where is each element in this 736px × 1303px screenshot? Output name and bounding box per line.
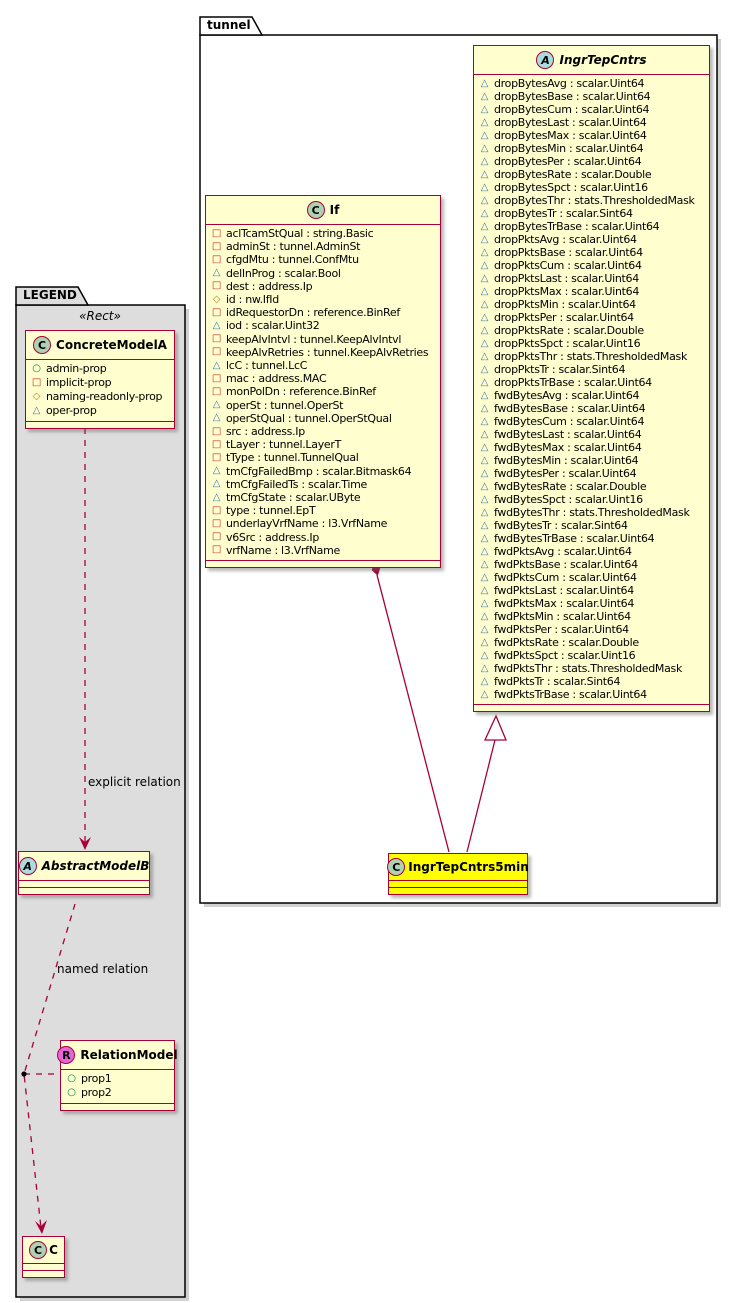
attribute-row — [211, 280, 436, 293]
attribute-row — [479, 545, 705, 558]
square-prop-icon: □ — [211, 227, 222, 239]
attribute-text: fwdBytesBase : scalar.Uint64 — [494, 402, 646, 415]
attribute-row — [211, 240, 436, 253]
square-prop-icon: □ — [211, 372, 222, 384]
attribute-row — [479, 649, 705, 662]
attribute-text: fwdPktsCum : scalar.Uint64 — [494, 571, 637, 584]
square-prop-icon: □ — [211, 452, 222, 464]
triangle-prop-icon: △ — [212, 267, 221, 279]
attribute-text: tmCfgFailedTs : scalar.Time — [226, 477, 367, 491]
class-attributes — [26, 359, 174, 421]
attribute-text: fwdPktsThr : stats.ThresholdedMask — [494, 662, 683, 675]
class-name: ConcreteModelA — [56, 338, 167, 352]
triangle-prop-icon: △ — [480, 649, 489, 661]
class-c — [22, 1236, 65, 1278]
attribute-row — [211, 478, 436, 491]
attribute-row — [211, 399, 436, 412]
class-header — [61, 1041, 178, 1069]
attribute-row — [31, 404, 170, 418]
triangle-prop-icon: △ — [480, 636, 489, 648]
attribute-row — [479, 428, 705, 441]
attribute-text: fwdBytesAvg : scalar.Uint64 — [494, 389, 640, 402]
attribute-text: naming-readonly-prop — [46, 390, 163, 403]
attribute-row — [479, 441, 705, 454]
triangle-prop-icon: △ — [480, 493, 489, 505]
attribute-row — [479, 220, 705, 233]
attribute-text: idRequestorDn : reference.BinRef — [226, 306, 400, 320]
class-attributes — [206, 224, 440, 560]
attribute-text: prop2 — [81, 1086, 112, 1099]
attribute-text: adminSt : tunnel.AdminSt — [226, 240, 361, 254]
attribute-row — [479, 207, 705, 220]
attribute-row — [479, 155, 705, 168]
legend-package-title: LEGEND — [23, 288, 77, 302]
attribute-text: fwdBytesTr : scalar.Sint64 — [494, 519, 628, 532]
circle-prop-icon: ○ — [67, 1073, 76, 1084]
attribute-row — [479, 636, 705, 649]
class-relation-model — [60, 1040, 178, 1111]
attribute-text: fwdPktsMax : scalar.Uint64 — [494, 597, 635, 610]
triangle-prop-icon: △ — [480, 363, 489, 375]
attribute-text: dropPktsBase : scalar.Uint64 — [494, 246, 643, 259]
triangle-prop-icon: △ — [480, 298, 489, 310]
attribute-row — [479, 298, 705, 311]
class-header — [19, 852, 149, 880]
attribute-row — [479, 480, 705, 493]
attribute-row — [211, 333, 436, 346]
attribute-row — [479, 90, 705, 103]
attribute-row — [211, 306, 436, 319]
attribute-row — [211, 438, 436, 451]
triangle-prop-icon: △ — [480, 584, 489, 596]
rect-stereotype-label: «Rect» — [79, 309, 121, 323]
attribute-row — [479, 116, 705, 129]
triangle-prop-icon: △ — [480, 194, 489, 206]
attribute-text: lcC : tunnel.LcC — [226, 359, 308, 373]
attribute-row — [479, 675, 705, 688]
attribute-row — [479, 363, 705, 376]
class-header — [474, 46, 709, 74]
triangle-prop-icon: △ — [480, 155, 489, 167]
attribute-text: tType : tunnel.TunnelQual — [226, 451, 359, 465]
attribute-text: fwdPktsPer : scalar.Uint64 — [494, 623, 629, 636]
attribute-text: prop1 — [81, 1072, 112, 1085]
triangle-prop-icon: △ — [480, 207, 489, 219]
class-attributes-empty — [23, 1263, 64, 1270]
attribute-row — [479, 610, 705, 623]
attribute-row — [479, 623, 705, 636]
square-prop-icon: □ — [211, 333, 222, 345]
attribute-row — [211, 544, 436, 557]
triangle-prop-icon: △ — [480, 428, 489, 440]
attribute-text: dropPktsTr : scalar.Sint64 — [494, 363, 626, 376]
triangle-prop-icon: △ — [480, 116, 489, 128]
attribute-row — [211, 517, 436, 530]
triangle-prop-icon: △ — [480, 506, 489, 518]
attribute-row — [211, 465, 436, 478]
square-prop-icon: □ — [31, 377, 42, 388]
attribute-text: fwdBytesLast : scalar.Uint64 — [494, 428, 642, 441]
attribute-text: dropBytesBase : scalar.Uint64 — [494, 90, 651, 103]
attribute-text: tmCfgState : scalar.UByte — [226, 491, 361, 505]
attribute-row — [479, 337, 705, 350]
attribute-text: dropBytesCum : scalar.Uint64 — [494, 103, 650, 116]
class-name: IngrTepCntrs5min — [408, 860, 529, 874]
attribute-text: fwdPktsRate : scalar.Double — [494, 636, 639, 649]
class-attributes-empty — [389, 880, 527, 887]
attribute-row — [479, 168, 705, 181]
attribute-text: keepAlvRetries : tunnel.KeepAlvRetries — [226, 345, 429, 359]
attribute-row — [479, 688, 705, 701]
triangle-prop-icon: △ — [480, 142, 489, 154]
triangle-prop-icon: △ — [212, 412, 221, 424]
attribute-row — [479, 324, 705, 337]
triangle-prop-icon: △ — [480, 77, 489, 89]
triangle-prop-icon: △ — [480, 103, 489, 115]
square-prop-icon: □ — [211, 544, 222, 556]
attribute-text: dropBytesThr : stats.ThresholdedMask — [494, 194, 695, 207]
triangle-prop-icon: △ — [480, 441, 489, 453]
attribute-text: fwdPktsAvg : scalar.Uint64 — [494, 545, 632, 558]
attribute-row — [479, 272, 705, 285]
attribute-text: iod : scalar.Uint32 — [226, 319, 320, 333]
class-methods-empty — [61, 1103, 174, 1110]
attribute-row — [479, 597, 705, 610]
class-spot-icon: C — [29, 1241, 47, 1259]
attribute-text: fwdBytesSpct : scalar.Uint16 — [494, 493, 643, 506]
class-ingr-tep-cntrs-5min — [388, 853, 528, 895]
triangle-prop-icon: △ — [480, 272, 489, 284]
class-attributes-empty — [19, 880, 149, 887]
attribute-text: dropBytesPer : scalar.Uint64 — [494, 155, 642, 168]
attribute-text: dropPktsTrBase : scalar.Uint64 — [494, 376, 652, 389]
attribute-text: tmCfgFailedBmp : scalar.Bitmask64 — [226, 464, 412, 478]
triangle-prop-icon: △ — [480, 311, 489, 323]
attribute-text: id : nw.IfId — [226, 293, 279, 307]
attribute-text: dropBytesSpct : scalar.Uint16 — [494, 181, 648, 194]
attribute-text: fwdPktsSpct : scalar.Uint16 — [494, 649, 636, 662]
triangle-prop-icon: △ — [32, 405, 41, 416]
attribute-row — [211, 412, 436, 425]
attribute-row — [211, 451, 436, 464]
class-attributes — [61, 1069, 174, 1103]
attribute-row — [479, 77, 705, 90]
attribute-row — [479, 233, 705, 246]
triangle-prop-icon: △ — [480, 558, 489, 570]
class-methods-empty — [474, 704, 709, 711]
triangle-prop-icon: △ — [480, 285, 489, 297]
relation-spot-icon: R — [57, 1046, 75, 1064]
square-prop-icon: □ — [211, 504, 222, 516]
attribute-row — [211, 491, 436, 504]
attribute-row — [211, 267, 436, 280]
triangle-prop-icon: △ — [212, 491, 221, 503]
attribute-row — [479, 129, 705, 142]
class-abstract-model-b — [18, 851, 150, 895]
attribute-row — [479, 584, 705, 597]
attribute-row — [479, 571, 705, 584]
attribute-row — [211, 504, 436, 517]
attribute-text: fwdBytesCum : scalar.Uint64 — [494, 415, 645, 428]
square-prop-icon: □ — [211, 280, 222, 292]
legend-package-body — [16, 305, 185, 1297]
square-prop-icon: □ — [211, 306, 222, 318]
triangle-prop-icon: △ — [212, 359, 221, 371]
attribute-text: v6Src : address.Ip — [226, 530, 320, 544]
class-methods-empty — [19, 887, 149, 894]
triangle-prop-icon: △ — [480, 389, 489, 401]
attribute-text: dropBytesTr : scalar.Sint64 — [494, 207, 633, 220]
class-spot-icon: C — [307, 201, 325, 219]
triangle-prop-icon: △ — [480, 90, 489, 102]
attribute-text: dropPktsThr : stats.ThresholdedMask — [494, 350, 688, 363]
triangle-prop-icon: △ — [480, 181, 489, 193]
class-methods-empty — [389, 887, 527, 894]
attribute-text: fwdBytesPer : scalar.Uint64 — [494, 467, 637, 480]
triangle-prop-icon: △ — [480, 168, 489, 180]
attribute-row — [211, 346, 436, 359]
diamond-prop-icon: ◇ — [32, 391, 41, 402]
class-name: RelationModel — [80, 1048, 178, 1062]
attribute-text: src : address.Ip — [226, 425, 305, 439]
attribute-row — [479, 415, 705, 428]
attribute-row — [479, 376, 705, 389]
attribute-text: fwdBytesMax : scalar.Uint64 — [494, 441, 642, 454]
attribute-text: dropBytesMax : scalar.Uint64 — [494, 129, 647, 142]
explicit-relation-label: explicit relation — [88, 775, 181, 789]
attribute-row — [479, 246, 705, 259]
attribute-text: type : tunnel.EpT — [226, 504, 316, 518]
attribute-text: fwdPktsTrBase : scalar.Uint64 — [494, 688, 647, 701]
circle-prop-icon: ○ — [67, 1087, 76, 1098]
relation-junction-dot — [21, 1071, 26, 1076]
attribute-text: vrfName : l3.VrfName — [226, 543, 340, 557]
attribute-row — [31, 362, 170, 376]
attribute-text: cfgdMtu : tunnel.ConfMtu — [226, 253, 359, 267]
attribute-text: oper-prop — [46, 404, 97, 417]
attribute-text: fwdBytesMin : scalar.Uint64 — [494, 454, 639, 467]
diamond-prop-icon: ◇ — [212, 293, 221, 305]
attribute-row — [31, 376, 170, 390]
attribute-text: dropBytesRate : scalar.Double — [494, 168, 652, 181]
attribute-text: dropPktsRate : scalar.Double — [494, 324, 644, 337]
triangle-prop-icon: △ — [480, 662, 489, 674]
class-header — [23, 1237, 64, 1263]
square-prop-icon: □ — [211, 425, 222, 437]
attribute-text: mac : address.MAC — [226, 372, 327, 386]
triangle-prop-icon: △ — [480, 623, 489, 635]
attribute-text: underlayVrfName : l3.VrfName — [226, 517, 388, 531]
triangle-prop-icon: △ — [480, 129, 489, 141]
triangle-prop-icon: △ — [480, 324, 489, 336]
triangle-prop-icon: △ — [212, 465, 221, 477]
attribute-row — [479, 662, 705, 675]
class-header — [206, 196, 440, 224]
class-if — [205, 195, 441, 568]
attribute-row — [479, 506, 705, 519]
attribute-row — [211, 227, 436, 240]
attribute-text: aclTcamStQual : string.Basic — [226, 227, 374, 240]
attribute-row — [479, 259, 705, 272]
attribute-text: dropPktsMin : scalar.Uint64 — [494, 298, 636, 311]
attribute-row — [479, 493, 705, 506]
attribute-row — [479, 194, 705, 207]
triangle-prop-icon: △ — [480, 415, 489, 427]
attribute-row — [479, 467, 705, 480]
attribute-row — [479, 142, 705, 155]
attribute-text: dropBytesMin : scalar.Uint64 — [494, 142, 644, 155]
attribute-row — [211, 319, 436, 332]
attribute-text: tLayer : tunnel.LayerT — [226, 438, 342, 452]
named-relation-label: named relation — [57, 962, 149, 976]
triangle-prop-icon: △ — [480, 519, 489, 531]
attribute-text: dropBytesAvg : scalar.Uint64 — [494, 77, 645, 90]
triangle-prop-icon: △ — [480, 532, 489, 544]
attribute-row — [211, 253, 436, 266]
attribute-row — [66, 1072, 170, 1086]
attribute-row — [66, 1086, 170, 1100]
class-methods-empty — [206, 560, 440, 567]
attribute-text: dropPktsMax : scalar.Uint64 — [494, 285, 640, 298]
attribute-text: fwdBytesThr : stats.ThresholdedMask — [494, 506, 690, 519]
triangle-prop-icon: △ — [480, 337, 489, 349]
triangle-prop-icon: △ — [480, 233, 489, 245]
class-spot-icon: C — [387, 858, 405, 876]
class-name: IngrTepCntrs — [559, 53, 647, 67]
attribute-text: dropBytesTrBase : scalar.Uint64 — [494, 220, 660, 233]
attribute-row — [211, 531, 436, 544]
triangle-prop-icon: △ — [480, 259, 489, 271]
triangle-prop-icon: △ — [480, 467, 489, 479]
attribute-text: admin-prop — [46, 362, 107, 375]
attribute-text: dropBytesLast : scalar.Uint64 — [494, 116, 647, 129]
attribute-row — [479, 454, 705, 467]
class-spot-icon: C — [33, 336, 51, 354]
attribute-text: operSt : tunnel.OperSt — [226, 398, 344, 412]
class-name: AbstractModelB — [41, 859, 150, 873]
class-concrete-model-a — [25, 330, 175, 429]
attribute-text: keepAlvIntvl : tunnel.KeepAlvIntvl — [226, 332, 402, 346]
circle-prop-icon: ○ — [32, 363, 41, 374]
triangle-prop-icon: △ — [480, 402, 489, 414]
attribute-row — [479, 519, 705, 532]
square-prop-icon: □ — [211, 254, 222, 265]
attribute-text: implicit-prop — [46, 376, 112, 389]
attribute-row — [479, 350, 705, 363]
triangle-prop-icon: △ — [480, 246, 489, 258]
triangle-prop-icon: △ — [480, 571, 489, 583]
triangle-prop-icon: △ — [480, 480, 489, 492]
triangle-prop-icon: △ — [480, 610, 489, 622]
attribute-text: dropPktsLast : scalar.Uint64 — [494, 272, 639, 285]
attribute-text: fwdPktsBase : scalar.Uint64 — [494, 558, 638, 571]
attribute-row — [211, 372, 436, 385]
attribute-text: fwdPktsMin : scalar.Uint64 — [494, 610, 631, 623]
class-header — [389, 854, 527, 880]
square-prop-icon: □ — [211, 531, 222, 543]
class-name: If — [329, 203, 340, 217]
class-name: C — [49, 1243, 58, 1257]
triangle-prop-icon: △ — [480, 350, 489, 362]
attribute-text: operStQual : tunnel.OperStQual — [226, 411, 392, 425]
abstract-spot-icon: A — [19, 857, 37, 875]
tunnel-package-title: tunnel — [207, 18, 251, 32]
triangle-prop-icon: △ — [480, 376, 489, 388]
triangle-prop-icon: △ — [480, 220, 489, 232]
attribute-row — [479, 181, 705, 194]
triangle-prop-icon: △ — [480, 454, 489, 466]
attribute-text: dropPktsAvg : scalar.Uint64 — [494, 233, 637, 246]
attribute-row — [479, 389, 705, 402]
attribute-row — [211, 385, 436, 398]
abstract-spot-icon: A — [536, 51, 554, 69]
attribute-text: monPolDn : reference.BinRef — [226, 385, 376, 399]
attribute-row — [211, 359, 436, 372]
square-prop-icon: □ — [211, 386, 222, 398]
square-prop-icon: □ — [211, 438, 222, 450]
attribute-text: fwdPktsLast : scalar.Uint64 — [494, 584, 634, 597]
triangle-prop-icon: △ — [480, 675, 489, 687]
attribute-row — [479, 311, 705, 324]
class-methods-empty — [26, 421, 174, 428]
attribute-row — [31, 390, 170, 404]
attribute-row — [479, 103, 705, 116]
attribute-row — [479, 402, 705, 415]
triangle-prop-icon: △ — [212, 399, 221, 411]
attribute-row — [211, 293, 436, 306]
triangle-prop-icon: △ — [212, 478, 221, 490]
attribute-text: fwdBytesRate : scalar.Double — [494, 480, 647, 493]
attribute-row — [479, 558, 705, 571]
triangle-prop-icon: △ — [480, 545, 489, 557]
attribute-text: fwdBytesTrBase : scalar.Uint64 — [494, 532, 655, 545]
attribute-row — [479, 285, 705, 298]
class-ingr-tep-cntrs — [473, 45, 710, 712]
attribute-text: dropPktsCum : scalar.Uint64 — [494, 259, 642, 272]
class-methods-empty — [23, 1270, 64, 1277]
triangle-prop-icon: △ — [212, 320, 221, 332]
class-header — [26, 331, 174, 359]
class-attributes — [474, 74, 709, 704]
attribute-row — [479, 532, 705, 545]
attribute-text: delInProg : scalar.Bool — [226, 266, 341, 280]
attribute-row — [211, 425, 436, 438]
attribute-text: dropPktsPer : scalar.Uint64 — [494, 311, 634, 324]
attribute-text: dest : address.Ip — [226, 279, 313, 293]
square-prop-icon: □ — [211, 240, 222, 252]
triangle-prop-icon: △ — [480, 597, 489, 609]
attribute-text: fwdPktsTr : scalar.Sint64 — [494, 675, 621, 688]
square-prop-icon: □ — [211, 346, 222, 358]
attribute-text: dropPktsSpct : scalar.Uint16 — [494, 337, 641, 350]
triangle-prop-icon: △ — [480, 688, 489, 700]
square-prop-icon: □ — [211, 518, 222, 530]
